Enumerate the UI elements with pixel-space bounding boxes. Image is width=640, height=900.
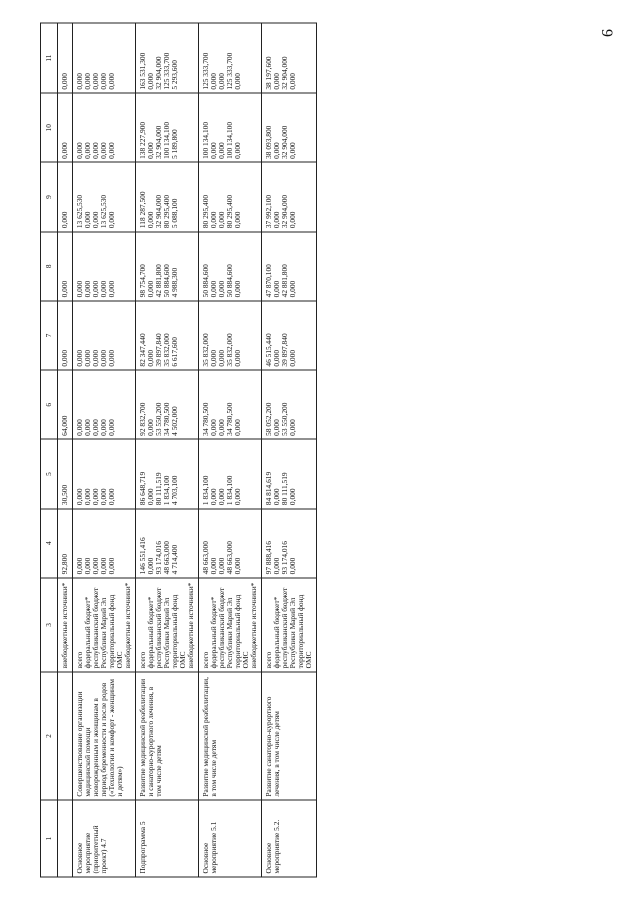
amount-value: 80 111,519 xyxy=(153,472,163,506)
amount-cell xyxy=(198,162,261,231)
amount-value: 100 134,100 xyxy=(161,121,171,159)
amount-value: 0,000 xyxy=(145,280,155,298)
funding-source-label: внебюджетные источники* xyxy=(248,582,258,669)
event-title-cell: Развитие медицинской реабилитации и санаторно-курортного лечения, в том числе детям xyxy=(135,672,198,800)
amount-value: 0,000 xyxy=(216,142,226,159)
amount-value: 0,000 xyxy=(287,280,297,298)
amount-value: 4 714,400 xyxy=(169,544,179,575)
amount-cell xyxy=(72,23,135,93)
amount-value: 32 904,000 xyxy=(153,56,163,90)
header-row xyxy=(41,23,58,877)
amount-value: 4 703,100 xyxy=(169,475,179,506)
amount-value: 13 625,530 xyxy=(98,194,108,229)
funding-source-label: федеральный бюджет* xyxy=(271,596,281,669)
amount-value: 0,000 xyxy=(271,557,281,575)
funding-source-label: внебюджетные источники* xyxy=(185,582,195,669)
amount-value: 0,000 xyxy=(271,349,281,367)
amount-value: 0,000 xyxy=(90,419,100,436)
amount-value: 0,000 xyxy=(90,211,100,229)
amount-value: 80 295,400 xyxy=(161,194,171,229)
amount-value: 0,000 xyxy=(74,488,84,506)
table-row xyxy=(57,23,72,877)
column-header: 8 xyxy=(41,232,58,301)
amount-value: 1 834,100 xyxy=(161,475,171,506)
amount-cell xyxy=(135,301,198,370)
funding-source-label: территориальный фонд ОМС xyxy=(169,594,187,669)
page-number: 9 xyxy=(598,29,615,37)
amount-value: 34 780,500 xyxy=(161,402,171,436)
amount-value: 48 663,000 xyxy=(224,541,234,575)
amount-value: 58 052,200 xyxy=(263,402,273,436)
amount-value: 39 897,840 xyxy=(279,333,289,367)
amount-value: 48 663,000 xyxy=(200,541,210,575)
amount-value: 0,000 xyxy=(287,488,297,506)
table-row xyxy=(198,23,261,877)
amount-value: 0,000 xyxy=(271,419,281,436)
amount-value: 0,000 xyxy=(287,142,297,159)
column-header: 3 xyxy=(41,578,58,672)
amount-value: 100 134,100 xyxy=(224,121,234,159)
amount-value: 0,000 xyxy=(74,419,84,436)
amount-cell xyxy=(261,509,316,578)
amount-value: 32 904,000 xyxy=(153,194,163,229)
amount-value: 93 174,016 xyxy=(279,541,289,575)
amount-value: 0,000 xyxy=(98,419,108,436)
amount-value: 0,000 xyxy=(82,142,92,159)
amount-value: 0,000 xyxy=(232,211,242,229)
amount-value: 0,000 xyxy=(82,211,92,229)
amount-cell xyxy=(198,509,261,578)
amount-cell xyxy=(57,439,72,508)
amount-value: 125 333,700 xyxy=(161,52,171,90)
amount-cell xyxy=(261,301,316,370)
amount-cell xyxy=(57,370,72,439)
amount-value: 0,000 xyxy=(98,73,108,90)
amount-cell xyxy=(72,439,135,508)
table-row xyxy=(261,23,316,877)
amount-cell xyxy=(198,23,261,93)
funding-source-label: республиканский бюджет Республики Марий Эл xyxy=(153,587,171,669)
amount-cell xyxy=(261,439,316,508)
amount-value: 4 502,000 xyxy=(169,406,179,436)
amount-value: 30,500 xyxy=(59,484,69,506)
amount-cell xyxy=(135,162,198,231)
amount-value: 32 904,000 xyxy=(279,56,289,90)
amount-value: 93 174,016 xyxy=(153,541,163,575)
funding-sources-cell xyxy=(198,578,261,672)
amount-value: 0,000 xyxy=(145,73,155,90)
amount-value: 0,000 xyxy=(74,557,84,575)
amount-cell xyxy=(57,93,72,162)
amount-value: 80 111,519 xyxy=(279,472,289,506)
amount-value: 0,000 xyxy=(208,142,218,159)
funding-source-label: республиканский бюджет Республики Марий Эл xyxy=(90,587,108,669)
amount-value: 0,000 xyxy=(145,142,155,159)
amount-value: 0,000 xyxy=(106,211,116,229)
amount-value: 0,000 xyxy=(232,557,242,575)
funding-source-label: федеральный бюджет* xyxy=(82,596,92,669)
amount-value: 32 904,000 xyxy=(279,194,289,229)
amount-value: 0,000 xyxy=(82,349,92,367)
amount-value: 38 093,800 xyxy=(263,125,273,159)
amount-value: 0,000 xyxy=(216,557,226,575)
amount-value: 0,000 xyxy=(59,280,69,298)
amount-value: 0,000 xyxy=(208,419,218,436)
amount-value: 0,000 xyxy=(232,488,242,506)
table-row xyxy=(72,23,135,877)
amount-value: 0,000 xyxy=(208,211,218,229)
amount-cell xyxy=(135,370,198,439)
event-code-cell xyxy=(57,800,72,877)
amount-cell xyxy=(261,162,316,231)
funding-sources-cell xyxy=(135,578,198,672)
amount-value: 0,000 xyxy=(271,280,281,298)
amount-cell xyxy=(57,232,72,301)
amount-value: 0,000 xyxy=(216,280,226,298)
amount-value: 0,000 xyxy=(216,211,226,229)
amount-value: 0,000 xyxy=(145,349,155,367)
amount-cell xyxy=(198,301,261,370)
amount-value: 82 347,440 xyxy=(137,333,147,367)
amount-value: 53 550,200 xyxy=(153,402,163,436)
amount-value: 0,000 xyxy=(232,349,242,367)
amount-value: 0,000 xyxy=(232,142,242,159)
column-header: 6 xyxy=(41,370,58,439)
amount-value: 84 814,619 xyxy=(263,471,273,506)
amount-value: 0,000 xyxy=(232,419,242,436)
amount-value: 125 333,700 xyxy=(224,52,234,90)
amount-value: 0,000 xyxy=(74,349,84,367)
amount-value: 35 832,000 xyxy=(200,333,210,367)
amount-value: 34 780,500 xyxy=(224,402,234,436)
amount-value: 0,000 xyxy=(74,142,84,159)
amount-value: 0,000 xyxy=(59,211,69,229)
event-title-cell: Развитие медицинской реабилитации, в том числе детям xyxy=(198,672,261,800)
amount-value: 92 832,700 xyxy=(137,402,147,436)
amount-value: 0,000 xyxy=(216,488,226,506)
column-header: 10 xyxy=(41,93,58,162)
amount-value: 0,000 xyxy=(287,211,297,229)
amount-value: 146 551,416 xyxy=(137,537,147,575)
amount-value: 47 870,100 xyxy=(263,264,273,298)
event-code-cell: Основное мероприятие 5.2. xyxy=(261,800,316,877)
amount-value: 39 897,840 xyxy=(153,333,163,367)
amount-value: 35 832,000 xyxy=(161,333,171,367)
amount-value: 0,000 xyxy=(106,419,116,436)
amount-value: 0,000 xyxy=(145,488,155,506)
funding-sources-cell xyxy=(57,578,72,672)
funding-source-label: всего xyxy=(200,651,210,669)
amount-value: 0,000 xyxy=(208,73,218,90)
column-header: 5 xyxy=(41,439,58,508)
amount-cell xyxy=(72,509,135,578)
column-header: 9 xyxy=(41,162,58,231)
amount-value: 0,000 xyxy=(287,349,297,367)
amount-value: 35 832,000 xyxy=(224,333,234,367)
amount-value: 5 189,800 xyxy=(169,129,179,159)
event-code-cell: Основное мероприятие (приоритетный проект) 4.7 xyxy=(72,800,135,877)
amount-value: 0,000 xyxy=(98,557,108,575)
amount-cell xyxy=(261,370,316,439)
amount-value: 0,000 xyxy=(90,557,100,575)
rotated-table-container xyxy=(40,23,600,878)
amount-value: 0,000 xyxy=(271,211,281,229)
amount-value: 0,000 xyxy=(59,142,69,159)
amount-value: 80 295,400 xyxy=(224,194,234,229)
amount-cell xyxy=(198,370,261,439)
amount-value: 0,000 xyxy=(287,419,297,436)
amount-value: 0,000 xyxy=(287,73,297,90)
amount-value: 37 992,100 xyxy=(263,194,273,229)
amount-value: 42 881,800 xyxy=(153,264,163,298)
table-row xyxy=(135,23,198,877)
amount-value: 0,000 xyxy=(216,73,226,90)
amount-value: 163 531,300 xyxy=(137,52,147,90)
amount-value: 0,000 xyxy=(82,280,92,298)
amount-value: 0,000 xyxy=(59,349,69,367)
amount-value: 32 904,000 xyxy=(279,125,289,159)
amount-value: 0,000 xyxy=(82,73,92,90)
column-header: 2 xyxy=(41,672,58,800)
amount-value: 13 625,530 xyxy=(74,194,84,229)
amount-value: 0,000 xyxy=(98,280,108,298)
amount-value: 92,800 xyxy=(59,553,69,575)
amount-value: 0,000 xyxy=(208,349,218,367)
amount-value: 50 884,600 xyxy=(161,264,171,298)
amount-value: 0,000 xyxy=(106,142,116,159)
amount-cell xyxy=(57,23,72,93)
amount-cell xyxy=(135,439,198,508)
amount-value: 50 884,600 xyxy=(224,264,234,298)
funding-source-label: всего xyxy=(263,651,273,669)
funding-source-label: республиканский бюджет Республики Марий Эл xyxy=(279,587,297,669)
amount-value: 5 088,100 xyxy=(169,198,179,229)
amount-value: 0,000 xyxy=(98,488,108,506)
funding-source-label: всего xyxy=(137,651,147,669)
funding-source-label: республиканский бюджет Республики Марий Эл xyxy=(216,587,234,669)
amount-value: 38 197,600 xyxy=(263,56,273,90)
amount-value: 0,000 xyxy=(59,73,69,90)
event-title-cell: Совершенствование организации медицинской помощи новорожденным и женщинам в период беременности и после родов («Технологии и комфорт - женщинам и детям») xyxy=(72,672,135,800)
amount-cell xyxy=(135,93,198,162)
amount-value: 0,000 xyxy=(106,280,116,298)
amount-cell xyxy=(72,301,135,370)
amount-value: 0,000 xyxy=(232,73,242,90)
amount-value: 4 988,300 xyxy=(169,267,179,298)
amount-cell xyxy=(198,93,261,162)
amount-value: 0,000 xyxy=(74,73,84,90)
amount-cell xyxy=(57,301,72,370)
amount-value: 42 881,800 xyxy=(279,264,289,298)
funding-sources-cell xyxy=(72,578,135,672)
amount-cell xyxy=(198,439,261,508)
amount-value: 34 780,500 xyxy=(200,402,210,436)
event-code-cell: Подпрограмма 5 xyxy=(135,800,198,877)
amount-value: 0,000 xyxy=(106,557,116,575)
amount-value: 64,000 xyxy=(59,415,69,436)
budget-table xyxy=(40,23,317,878)
amount-value: 0,000 xyxy=(82,557,92,575)
funding-source-label: федеральный бюджет* xyxy=(145,596,155,669)
amount-value: 98 754,700 xyxy=(137,264,147,298)
funding-source-label: всего xyxy=(74,651,84,669)
amount-value: 138 227,900 xyxy=(137,121,147,159)
funding-source-label: территориальный фонд ОМС xyxy=(106,594,124,669)
amount-cell xyxy=(261,232,316,301)
amount-value: 0,000 xyxy=(90,73,100,90)
amount-value: 0,000 xyxy=(106,349,116,367)
amount-cell xyxy=(72,162,135,231)
amount-value: 0,000 xyxy=(145,419,155,436)
event-title-cell xyxy=(57,672,72,800)
amount-value: 32 904,000 xyxy=(153,125,163,159)
funding-source-label: внебюджетные источники* xyxy=(59,582,69,669)
amount-value: 0,000 xyxy=(106,73,116,90)
column-header: 1 xyxy=(41,800,58,877)
amount-value: 53 550,200 xyxy=(279,402,289,436)
amount-cell xyxy=(135,23,198,93)
amount-value: 0,000 xyxy=(90,280,100,298)
column-header: 7 xyxy=(41,301,58,370)
amount-value: 0,000 xyxy=(271,142,281,159)
amount-value: 125 333,700 xyxy=(200,52,210,90)
amount-value: 0,000 xyxy=(98,349,108,367)
amount-cell xyxy=(135,232,198,301)
amount-value: 0,000 xyxy=(145,211,155,229)
amount-value: 6 617,600 xyxy=(169,337,179,367)
amount-value: 0,000 xyxy=(98,142,108,159)
amount-value: 0,000 xyxy=(208,488,218,506)
amount-cell xyxy=(72,232,135,301)
funding-source-label: внебюджетные источники* xyxy=(122,582,132,669)
amount-value: 0,000 xyxy=(216,419,226,436)
amount-value: 46 515,440 xyxy=(263,333,273,367)
funding-source-label: территориальный фонд ОМС xyxy=(232,594,250,669)
amount-value: 100 134,100 xyxy=(200,121,210,159)
amount-value: 0,000 xyxy=(271,73,281,90)
amount-value: 0,000 xyxy=(106,488,116,506)
amount-value: 0,000 xyxy=(216,349,226,367)
amount-value: 118 287,500 xyxy=(137,191,147,229)
amount-cell xyxy=(57,162,72,231)
amount-value: 0,000 xyxy=(74,280,84,298)
funding-source-label: федеральный бюджет* xyxy=(208,596,218,669)
amount-value: 1 834,100 xyxy=(200,475,210,506)
event-code-cell: Основное мероприятие 5.1 xyxy=(198,800,261,877)
amount-value: 0,000 xyxy=(287,557,297,575)
amount-value: 80 295,400 xyxy=(200,194,210,229)
event-title-cell: Развитие санаторно-курортного лечения, в том числе детям xyxy=(261,672,316,800)
column-header: 11 xyxy=(41,23,58,93)
funding-source-label: территориальный фонд ОМС xyxy=(295,594,313,669)
amount-value: 0,000 xyxy=(90,349,100,367)
amount-value: 0,000 xyxy=(90,142,100,159)
amount-value: 48 663,000 xyxy=(161,541,171,575)
amount-value: 0,000 xyxy=(208,280,218,298)
column-header: 4 xyxy=(41,509,58,578)
amount-cell xyxy=(72,370,135,439)
amount-value: 97 888,416 xyxy=(263,541,273,575)
amount-value: 50 884,600 xyxy=(200,264,210,298)
amount-cell xyxy=(72,93,135,162)
amount-cell xyxy=(261,23,316,93)
amount-value: 0,000 xyxy=(208,557,218,575)
amount-value: 0,000 xyxy=(232,280,242,298)
amount-value: 0,000 xyxy=(271,488,281,506)
funding-sources-cell xyxy=(261,578,316,672)
amount-value: 0,000 xyxy=(82,419,92,436)
amount-cell xyxy=(261,93,316,162)
amount-value: 5 293,600 xyxy=(169,60,179,90)
amount-value: 0,000 xyxy=(82,488,92,506)
amount-value: 0,000 xyxy=(90,488,100,506)
amount-value: 1 834,100 xyxy=(224,475,234,506)
amount-cell xyxy=(57,509,72,578)
amount-value: 0,000 xyxy=(145,557,155,575)
amount-cell xyxy=(135,509,198,578)
amount-value: 86 648,719 xyxy=(137,471,147,506)
amount-cell xyxy=(198,232,261,301)
